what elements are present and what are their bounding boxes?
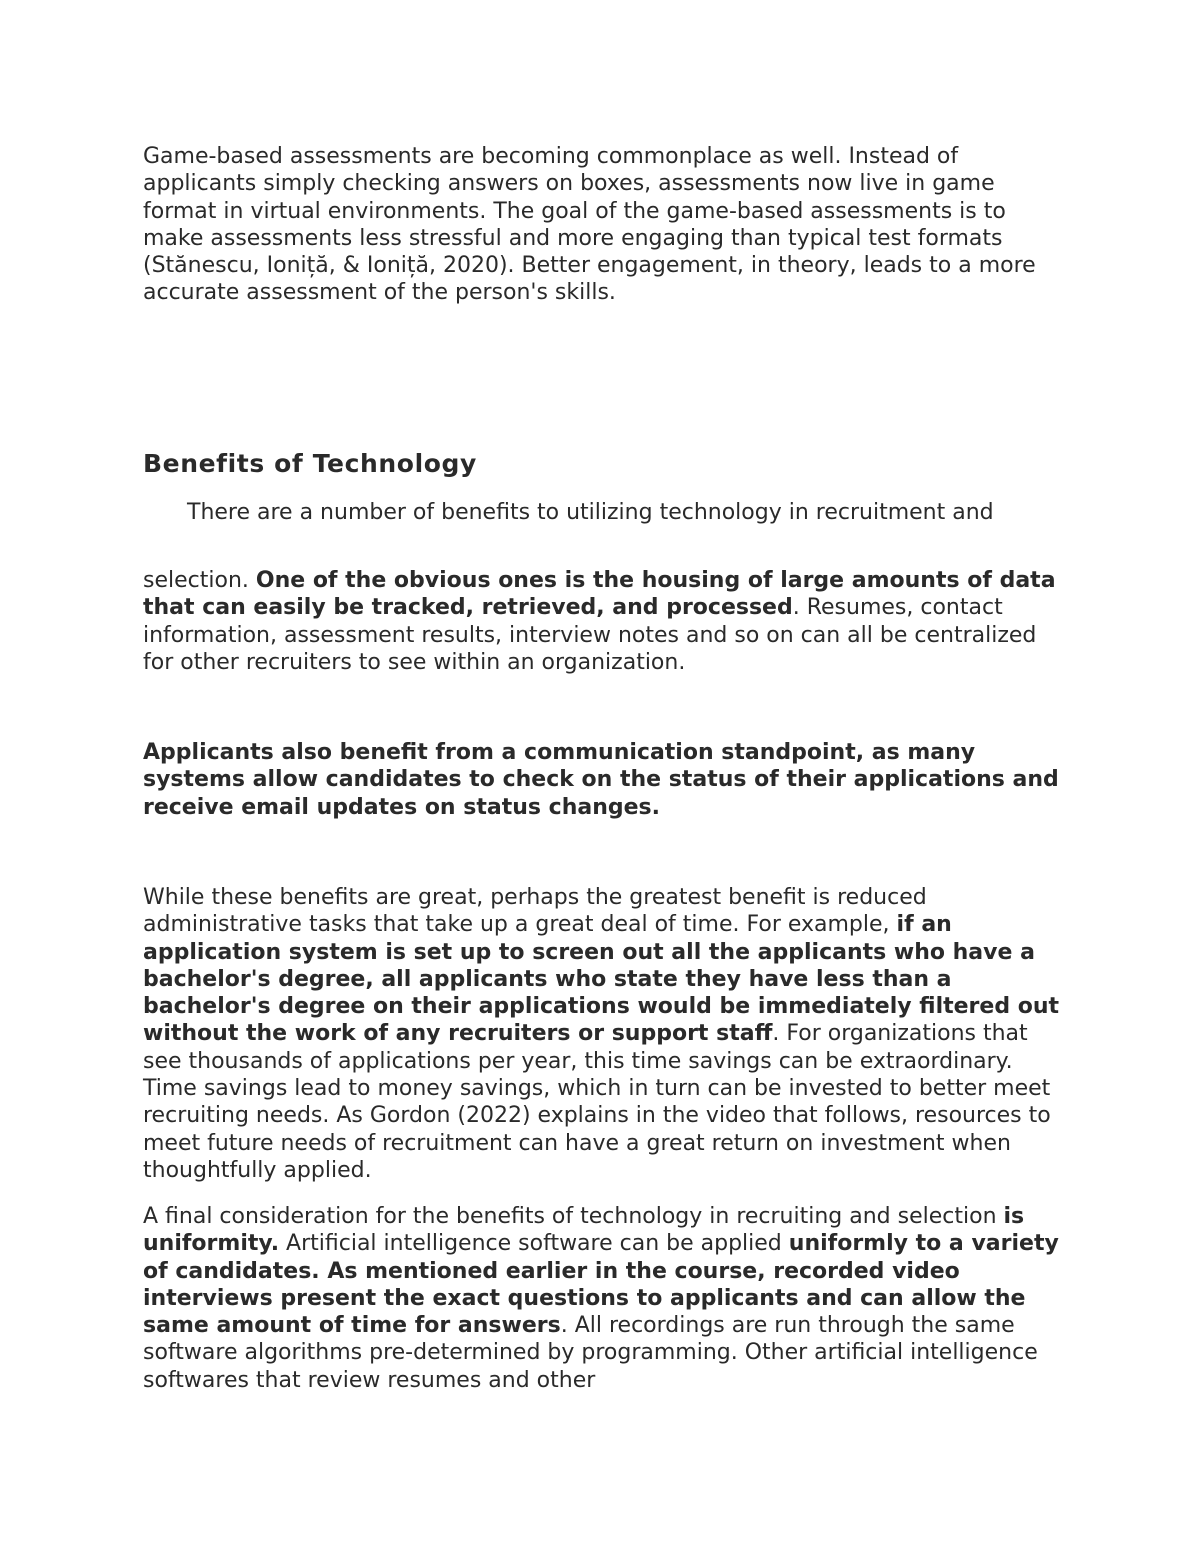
benefits-lead: selection. bbox=[143, 568, 256, 593]
admin-tail: . For organizations that see thousands of applications per year, this time savings can be extraordinary. Time savings lead to money savings, which in turn can be invested to better meet recruiting needs. As Gordon (2022) explains in the video that follows, resources to meet future needs of recruitment can have a great return on investment when thoughtfully applied. bbox=[143, 1021, 1051, 1183]
final-part1: A final consideration for the benefits of technology in recruiting and selection bbox=[143, 1204, 1004, 1229]
benefits-tail: . Resumes, contact information, assessment results, interview notes and so on can all be centralized for other recruiters to see within an organization. bbox=[143, 595, 1037, 675]
intro-paragraph: Game-based assessments are becoming commonplace as well. Instead of applicants simply checking answers on boxes, assessments now live in game format in virtual environments. The goal of the game-based assessments is to make assessments less stressful and more engaging than typical test formats (Stănescu, Ioniță, & Ioniță, 2020). Better engagement, in theory, leads to a more accurate assessment of the person's skills. bbox=[143, 144, 1036, 306]
benefits-paragraph bbox=[143, 567, 1073, 676]
section-heading: Benefits of Technology bbox=[143, 449, 477, 478]
benefits-intro-line: There are a number of benefits to utilizing technology in recruitment and bbox=[187, 500, 994, 525]
final-part3: . All recordings are run through the same software algorithms pre-determined by programming. Other artificial intelligence softwares that review resumes and other bbox=[143, 1313, 1038, 1393]
final-bold2: uniformly to a variety of candidates. As mentioned earlier in the course, recorded video interviews present the exact questions to applicants and can allow the same amount of time for answers bbox=[143, 1231, 1059, 1339]
final-bold1: is uniformity. bbox=[143, 1204, 1025, 1257]
final-paragraph bbox=[143, 1203, 1073, 1394]
admin-bold: if an application system is set up to screen out all the applicants who have a bachelor's degree, all applicants who state they have less than a bachelor's degree on their applications would be immediately filtered out without the work of any recruiters or support staff bbox=[143, 912, 1060, 1047]
final-part2: Artificial intelligence software can be applied bbox=[279, 1231, 789, 1257]
admin-lead: While these benefits are great, perhaps the greatest benefit is reduced administrative tasks that take up a great deal of time. For example, bbox=[143, 885, 927, 938]
applicants-bold: Applicants also benefit from a communication standpoint, as many systems allow candidates to check on the status of their applications and receive email updates on status changes. bbox=[143, 740, 1059, 820]
benefits-bold: One of the obvious ones is the housing of large amounts of data that can easily be tracked, retrieved, and processed bbox=[143, 568, 1056, 621]
admin-paragraph bbox=[143, 884, 1073, 1184]
applicants-paragraph bbox=[143, 739, 1073, 821]
